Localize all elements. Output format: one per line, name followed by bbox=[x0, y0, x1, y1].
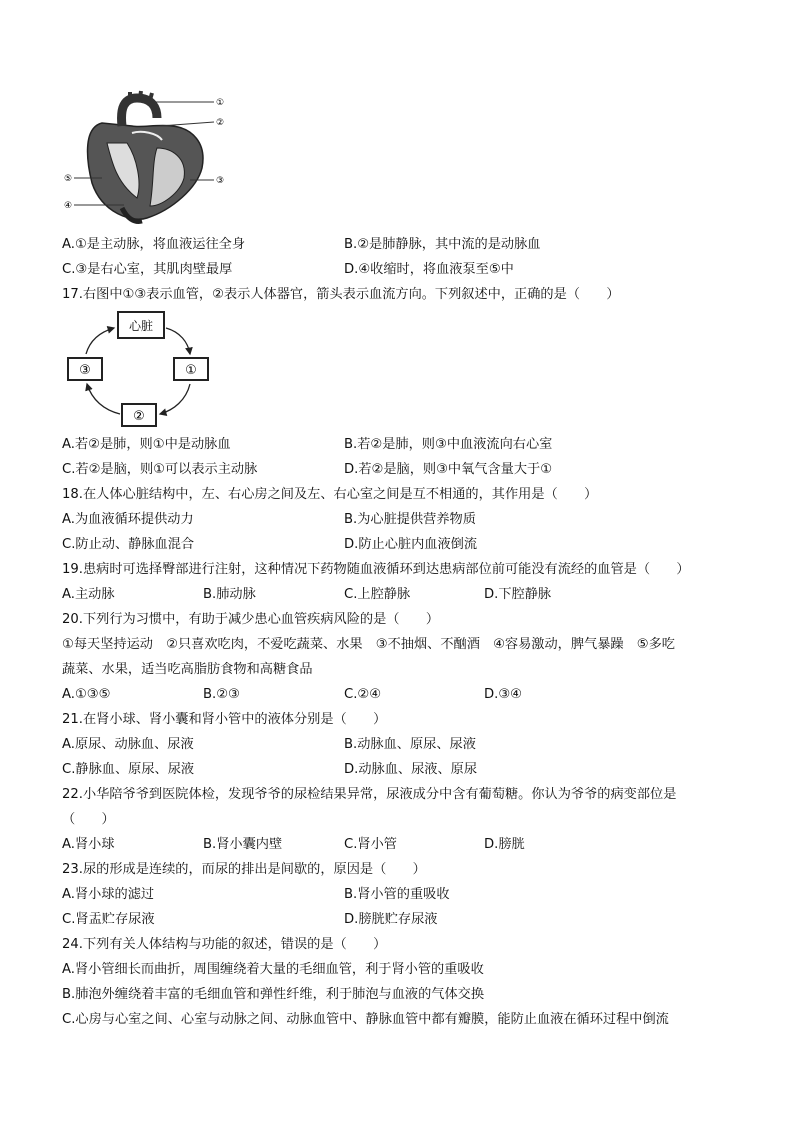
q22-stem-line1: 22.小华陪爷爷到医院体检，发现爷爷的尿检结果异常，尿液成分中含有葡萄糖。你认为爷爷的病变部位是 bbox=[62, 787, 677, 802]
q24-option-a: A.肾小管细长而曲折，周围缠绕着大量的毛细血管，利于肾小管的重吸收 bbox=[62, 962, 484, 977]
q17-option-c: C.若②是脑，则①可以表示主动脉 bbox=[62, 462, 258, 477]
q23-stem: 23.尿的形成是连续的，而尿的排出是间歇的，原因是（ ） bbox=[62, 862, 426, 877]
q24-option-b: B.肺泡外缠绕着丰富的毛细血管和弹性纤维，利于肺泡与血液的气体交换 bbox=[62, 987, 485, 1002]
q19-option-b: B.肺动脉 bbox=[203, 587, 256, 602]
q17-stem: 17.右图中①③表示血管，②表示人体器官，箭头表示血流方向。下列叙述中，正确的是（ ） bbox=[62, 287, 620, 302]
q20-option-a: A.①③⑤ bbox=[62, 687, 111, 702]
q19-option-c: C.上腔静脉 bbox=[344, 587, 411, 602]
q20-stem: 20.下列行为习惯中，有助于减少患心血管疾病风险的是（ ） bbox=[62, 612, 440, 627]
q16-option-a: A.①是主动脉，将血液运往全身 bbox=[62, 237, 246, 252]
node-1-label: ① bbox=[185, 363, 197, 378]
node-3-label: ③ bbox=[79, 363, 91, 378]
q17-option-d: D.若②是脑，则③中氧气含量大于① bbox=[344, 462, 553, 477]
q18-option-c: C.防止动、静脉血混合 bbox=[62, 537, 195, 552]
q23-option-a: A.肾小球的滤过 bbox=[62, 887, 155, 902]
q21-option-d: D.动脉血、尿液、原尿 bbox=[344, 762, 478, 777]
q22-option-d: D.膀胱 bbox=[484, 837, 525, 852]
q22-option-b: B.肾小囊内壁 bbox=[203, 837, 283, 852]
heart-label-2: ② bbox=[216, 118, 225, 128]
q24-option-c: C.心房与心室之间、心室与动脉之间、动脉血管中、静脉血管中都有瓣膜，能防止血液在循环过程中倒流 bbox=[62, 1012, 669, 1027]
q21-option-b: B.动脉血、原尿、尿液 bbox=[344, 737, 476, 752]
heart-label-5: ⑤ bbox=[64, 174, 73, 184]
q16-option-d: D.④收缩时，将血液泵至⑤中 bbox=[344, 262, 514, 277]
q18-option-d: D.防止心脏内血液倒流 bbox=[344, 537, 478, 552]
heart-label-3: ③ bbox=[216, 176, 225, 186]
q21-stem: 21.在肾小球、肾小囊和肾小管中的液体分别是（ ） bbox=[62, 712, 387, 727]
circulation-diagram bbox=[62, 308, 222, 436]
q20-option-d: D.③④ bbox=[484, 687, 522, 702]
q23-option-b: B.肾小管的重吸收 bbox=[344, 887, 450, 902]
q23-option-c: C.肾盂贮存尿液 bbox=[62, 912, 155, 927]
heart-illustration bbox=[62, 88, 242, 228]
heart-label-1: ① bbox=[216, 98, 225, 108]
node-2-label: ② bbox=[133, 409, 145, 424]
q20-option-b: B.②③ bbox=[203, 687, 240, 702]
q19-stem: 19.患病时可选择臀部进行注射，这种情况下药物随血液循环到达患病部位前可能没有流经的血管是（ ） bbox=[62, 562, 690, 577]
q20-items-line2: 蔬菜、水果，适当吃高脂肪食物和高糖食品 bbox=[62, 662, 313, 677]
q16-option-c: C.③是右心室，其肌肉壁最厚 bbox=[62, 262, 233, 277]
q20-option-c: C.②④ bbox=[344, 687, 382, 702]
q22-option-a: A.肾小球 bbox=[62, 837, 115, 852]
heart-figure bbox=[62, 88, 242, 228]
q22-option-c: C.肾小管 bbox=[344, 837, 397, 852]
q19-option-d: D.下腔静脉 bbox=[484, 587, 552, 602]
q18-stem: 18.在人体心脏结构中，左、右心房之间及左、右心室之间是互不相通的，其作用是（ ） bbox=[62, 487, 598, 502]
heart-box-label: 心脏 bbox=[128, 319, 154, 333]
q16-option-b: B.②是肺静脉，其中流的是动脉血 bbox=[344, 237, 541, 252]
q23-option-d: D.膀胱贮存尿液 bbox=[344, 912, 438, 927]
q21-option-a: A.原尿、动脉血、尿液 bbox=[62, 737, 194, 752]
q20-items-line1: ①每天坚持运动 ②只喜欢吃肉，不爱吃蔬菜、水果 ③不抽烟、不酗酒 ④容易激动，脾气暴躁 ⑤多吃 bbox=[62, 637, 675, 652]
q18-option-b: B.为心脏提供营养物质 bbox=[344, 512, 476, 527]
q21-option-c: C.静脉血、原尿、尿液 bbox=[62, 762, 195, 777]
q18-option-a: A.为血液循环提供动力 bbox=[62, 512, 194, 527]
q17-option-a: A.若②是肺，则①中是动脉血 bbox=[62, 437, 231, 452]
q22-stem-line2: （ ） bbox=[62, 812, 115, 827]
q19-option-a: A.主动脉 bbox=[62, 587, 115, 602]
q17-option-b: B.若②是肺，则③中血液流向右心室 bbox=[344, 437, 553, 452]
heart-label-4: ④ bbox=[64, 201, 73, 211]
q24-stem: 24.下列有关人体结构与功能的叙述，错误的是（ ） bbox=[62, 937, 387, 952]
